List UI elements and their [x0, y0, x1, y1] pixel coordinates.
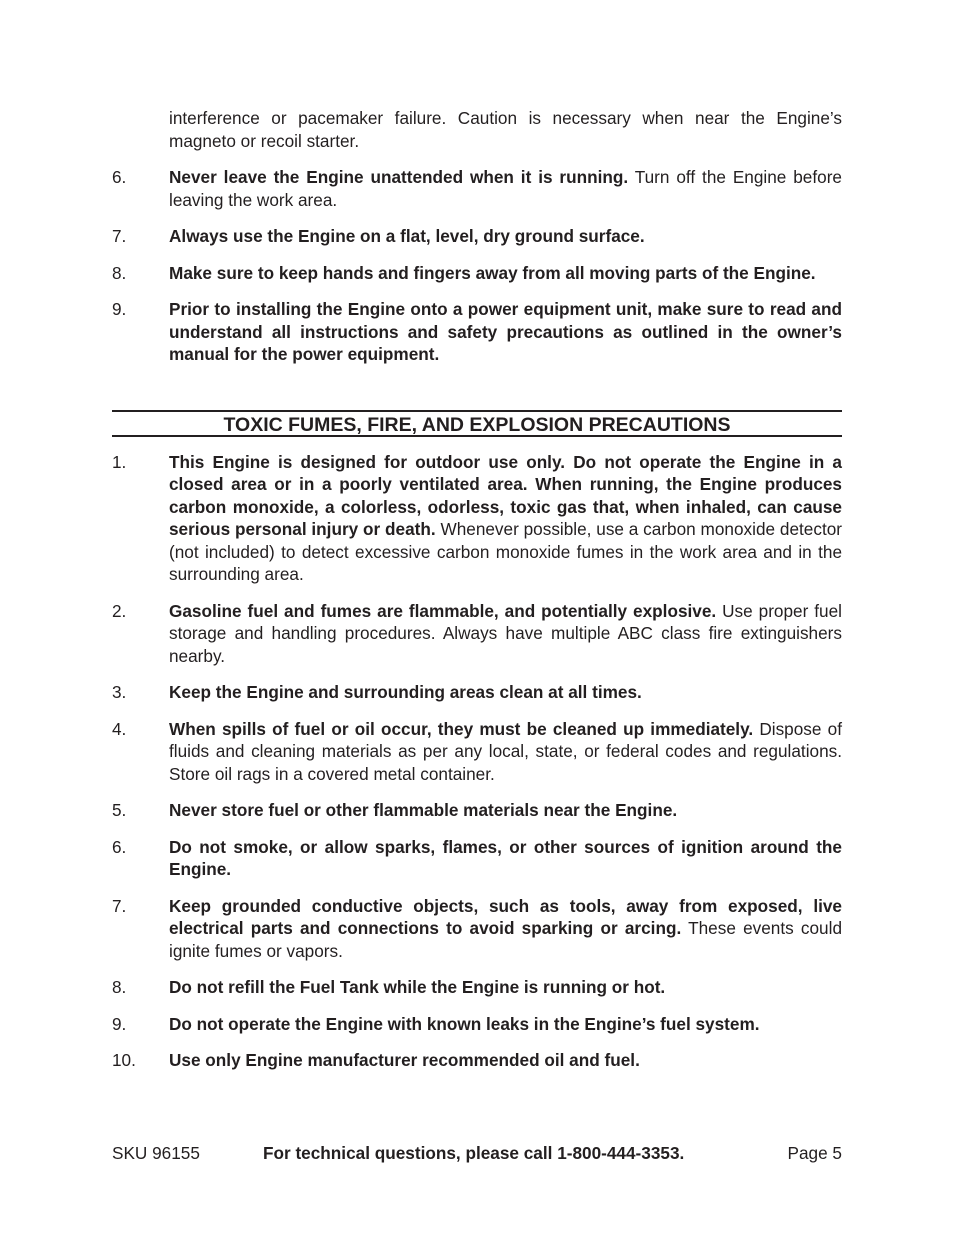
item-text [169, 1013, 842, 1036]
list-item [112, 262, 842, 285]
safety-list-fumes-fire [112, 451, 842, 1072]
item-number: 7. [112, 226, 127, 246]
item-number: 1. [112, 451, 127, 472]
item-bold-text: Prior to installing the Engine onto a power equipment unit, make sure to read and understand all instructions and safety precautions as outlined in the owner’s manual for the power equipment. [169, 299, 842, 364]
list-item [112, 600, 842, 668]
item-text [169, 681, 842, 704]
item-number: 8. [112, 262, 127, 283]
item-bold-text: This Engine is designed for outdoor use only. Do not operate the Engine in a closed area or in a poorly ventilated area. When running, the Engine produces carbon monoxide, a colorless, odorless, toxic gas that, when inhaled, can cause serious personal injury or death. [169, 451, 842, 539]
item-text [169, 298, 842, 366]
item-bold-text: Use only Engine manufacturer recommended oil and fuel. [169, 1050, 640, 1070]
item-number: 7. [112, 895, 127, 916]
item-text [169, 451, 842, 586]
item-text [169, 225, 842, 248]
item-text [169, 799, 842, 822]
technical-support-line: For technical questions, please call 1-800-444-3353. [263, 1143, 685, 1163]
item-bold-text: Gasoline fuel and fumes are flammable, and potentially explosive. [169, 600, 717, 621]
item-bold-text: Do not smoke, or allow sparks, flames, or other sources of ignition around the Engine. [169, 836, 842, 879]
list-item [112, 225, 842, 248]
safety-list-general [112, 166, 842, 366]
item-number: 9. [112, 1013, 127, 1034]
item-text [169, 836, 842, 881]
item-number: 6. [112, 836, 127, 857]
item-plain-text: Use proper fuel storage and handling procedures. Always have multiple ABC class fire extinguishers nearby. [169, 600, 842, 666]
item-bold-text: Never store fuel or other flammable materials near the Engine. [169, 800, 678, 820]
list-item [112, 1013, 842, 1036]
item-number: 3. [112, 682, 127, 702]
list-item [112, 836, 842, 881]
item-bold-text: Do not refill the Fuel Tank while the Engine is running or hot. [169, 977, 666, 997]
continued-paragraph: interference or pacemaker failure. Caution is necessary when near the Engine’s magneto or recoil starter. [169, 108, 842, 151]
item-number: 5. [112, 800, 127, 820]
item-text [169, 718, 842, 786]
item-bold-text: Do not operate the Engine with known leaks in the Engine’s fuel system. [169, 1013, 760, 1034]
item-text [169, 600, 842, 668]
item-plain-text: These events could ignite fumes or vapors. [169, 918, 842, 961]
list-item [112, 1049, 842, 1072]
item-bold-text: Always use the Engine on a flat, level, dry ground surface. [169, 226, 645, 246]
item-bold-text: Never leave the Engine unattended when it is running. [169, 167, 629, 187]
item-number: 8. [112, 977, 127, 997]
item-bold-text: When spills of fuel or oil occur, they must be cleaned up immediately. [169, 718, 754, 739]
item-text [169, 166, 842, 211]
list-item [112, 895, 842, 963]
list-item [112, 681, 842, 704]
list-item [112, 298, 842, 366]
list-item [112, 451, 842, 586]
item-bold-text: Keep grounded conductive objects, such as tools, away from exposed, live electrical parts and connections to avoid sparking or arcing. [169, 895, 842, 938]
item-plain-text: Whenever possible, use a carbon monoxide detector (not included) to detect excessive carbon monoxide fumes in the work area and in the surrounding area. [169, 519, 843, 584]
item-plain-text: Turn off the Engine before leaving the work area. [169, 167, 842, 210]
list-item [112, 166, 842, 211]
list-item [112, 799, 842, 822]
item-number: 9. [112, 299, 127, 319]
item-number: 10. [112, 1050, 136, 1070]
item-bold-text: Make sure to keep hands and fingers away from all moving parts of the Engine. [169, 262, 816, 283]
section-heading: TOXIC FUMES, FIRE, AND EXPLOSION PRECAUTIONS [112, 410, 842, 437]
item-bold-text: Keep the Engine and surrounding areas clean at all times. [169, 682, 642, 702]
item-number: 6. [112, 167, 127, 187]
item-text [169, 262, 842, 285]
item-text [169, 1049, 842, 1072]
list-item [112, 718, 842, 786]
item-number: 4. [112, 718, 127, 739]
item-text [169, 976, 842, 999]
list-item [112, 976, 842, 999]
page-number: Page 5 [787, 1143, 842, 1163]
manual-page-content [112, 107, 842, 1086]
item-text [169, 895, 842, 963]
sku-label: SKU 96155 [112, 1143, 200, 1163]
item-plain-text: Dispose of fluids and cleaning materials as per any local, state, or federal codes and regulations. Store oil rags in a covered metal container. [169, 718, 842, 784]
item-number: 2. [112, 600, 127, 621]
